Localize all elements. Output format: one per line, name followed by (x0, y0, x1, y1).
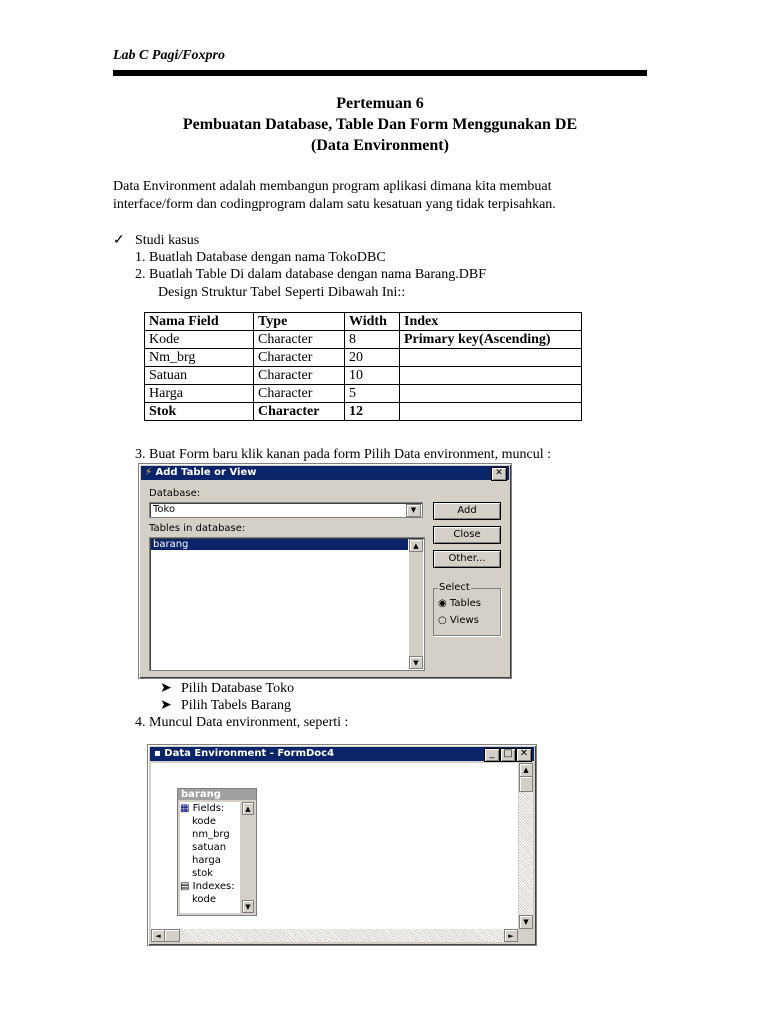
table-cell: 12 (345, 403, 400, 421)
data-environment-window (147, 744, 537, 946)
de-title: Data Environment - FormDoc4 (164, 748, 335, 759)
step-2: 2. Buatlah Table Di dalam database dengan nama Barang.DBF (135, 267, 486, 282)
tables-listbox[interactable] (149, 537, 425, 671)
check-mark-icon: ✓ (113, 233, 125, 248)
table-cell: 10 (345, 367, 400, 385)
step-2-sub: Design Struktur Tabel Seperti Dibawah Ini:: (158, 285, 406, 300)
heading-line3: (Data Environment) (311, 137, 449, 154)
field-scrollbar[interactable] (242, 802, 254, 913)
column-header: Type (254, 313, 345, 331)
table-cell: Character (254, 331, 345, 349)
fields-icon: ▦ (180, 803, 190, 814)
scroll-up-icon[interactable]: ▲ (242, 802, 254, 815)
table-cell: Primary key(Ascending) (400, 331, 582, 349)
scroll-thumb[interactable] (519, 776, 533, 792)
table-cell: Character (254, 385, 345, 403)
scroll-down-icon[interactable]: ▼ (519, 915, 533, 929)
scroll-up-icon[interactable]: ▲ (409, 539, 423, 552)
size-grip-icon[interactable] (519, 929, 533, 942)
header-title: Lab C Pagi/Foxpro (113, 48, 226, 63)
minimize-button[interactable]: _ (484, 748, 500, 762)
table-name: barang (178, 789, 256, 800)
indexes-header (180, 880, 240, 893)
table-cell: Character (254, 367, 345, 385)
structure-table (144, 312, 582, 421)
de-canvas (151, 763, 518, 929)
de-titlebar (150, 747, 534, 761)
intro-line2: interface/form dan codingprogram dalam satu kesatuan yang tidak terpisahkan. (113, 197, 556, 212)
list-item[interactable]: kode (192, 894, 217, 905)
table-cell (400, 349, 582, 367)
table-cell: Harga (145, 385, 254, 403)
table-cell: Kode (145, 331, 254, 349)
intro-line1: Data Environment adalah membangun program aplikasi dimana kita membuat (113, 179, 552, 194)
radio-tables-label: Tables (449, 598, 481, 609)
add-button[interactable]: Add (433, 502, 501, 520)
column-header: Index (400, 313, 582, 331)
heading-line2: Pembuatan Database, Table Dan Form Menggunakan DE (182, 116, 578, 133)
maximize-button[interactable]: □ (500, 748, 516, 762)
scroll-up-icon[interactable]: ▲ (519, 763, 533, 777)
table-row (145, 331, 582, 349)
database-value: Toko (153, 504, 176, 515)
indexes-label: Indexes: (192, 881, 235, 892)
de-vertical-scrollbar[interactable] (519, 763, 533, 929)
scroll-thumb[interactable] (164, 929, 180, 942)
list-item[interactable]: kode (192, 816, 217, 827)
radio-tables[interactable] (438, 598, 481, 609)
table-cell: Character (254, 349, 345, 367)
barang-table-box[interactable] (177, 788, 257, 916)
tables-label: Tables in database: (149, 523, 246, 534)
table-row (145, 403, 582, 421)
foxpro-icon: ⚡ (145, 467, 153, 478)
close-window-button[interactable]: ✕ (516, 748, 532, 762)
dialog-title: Add Table or View (155, 467, 257, 478)
table-cell (400, 367, 582, 385)
scroll-down-icon[interactable]: ▼ (409, 656, 423, 669)
heading-line1: Pertemuan 6 (336, 95, 424, 112)
table-cell: 8 (345, 331, 400, 349)
de-window-icon: ▪ (154, 748, 161, 759)
table-cell: Character (254, 403, 345, 421)
step-3: 3. Buat Form baru klik kanan pada form Pilih Data environment, muncul : (135, 447, 552, 462)
de-horizontal-scrollbar[interactable] (151, 929, 518, 942)
step-1: 1. Buatlah Database dengan nama TokoDBC (135, 250, 386, 265)
select-groupbox (433, 582, 501, 636)
case-label: Studi kasus (135, 233, 200, 248)
fields-header (180, 802, 240, 815)
column-header: Nama Field (145, 313, 254, 331)
select-group-label: Select (439, 582, 470, 593)
scroll-down-icon[interactable]: ▼ (242, 900, 254, 913)
table-row (145, 349, 582, 367)
dialog-close-button[interactable]: ✕ (491, 467, 507, 481)
list-item[interactable]: harga (192, 855, 221, 866)
list-item[interactable]: nm_brg (192, 829, 230, 840)
database-label: Database: (149, 488, 201, 499)
table-cell: Nm_brg (145, 349, 254, 367)
radio-views-label: Views (449, 615, 479, 626)
scroll-left-icon[interactable]: ◄ (151, 929, 165, 942)
table-cell: 5 (345, 385, 400, 403)
add-table-dialog (138, 463, 512, 679)
arrow-bullet-icon: ➤ (160, 698, 172, 713)
dialog-titlebar (141, 466, 509, 480)
radio-empty-icon: ○ (438, 615, 447, 626)
table-row (145, 385, 582, 403)
indexes-icon: ▤ (180, 881, 190, 892)
field-list[interactable] (180, 802, 240, 913)
arrow-bullet-icon: ➤ (160, 681, 172, 696)
bullet-1: Pilih Database Toko (181, 681, 295, 696)
chevron-down-icon[interactable]: ▼ (406, 504, 421, 517)
table-cell: Stok (145, 403, 254, 421)
table-row (145, 367, 582, 385)
other-button[interactable]: Other... (433, 550, 501, 568)
radio-views[interactable] (438, 615, 479, 626)
table-cell: 20 (345, 349, 400, 367)
step-4: 4. Muncul Data environment, seperti : (135, 715, 349, 730)
table-header-row (145, 313, 582, 331)
tables-scrollbar[interactable] (409, 539, 423, 669)
bullet-2: Pilih Tabels Barang (181, 698, 291, 713)
close-button[interactable]: Close (433, 526, 501, 544)
table-cell (400, 385, 582, 403)
table-cell: Satuan (145, 367, 254, 385)
fields-label: Fields: (192, 803, 225, 814)
table-cell (400, 403, 582, 421)
radio-selected-icon: ◉ (438, 598, 447, 609)
header-rule (113, 70, 647, 76)
list-item[interactable]: stok (192, 868, 214, 879)
database-select[interactable] (149, 502, 423, 518)
column-header: Width (345, 313, 400, 331)
list-item[interactable]: satuan (192, 842, 227, 853)
list-item[interactable]: barang (151, 539, 408, 550)
scroll-right-icon[interactable]: ► (504, 929, 518, 942)
